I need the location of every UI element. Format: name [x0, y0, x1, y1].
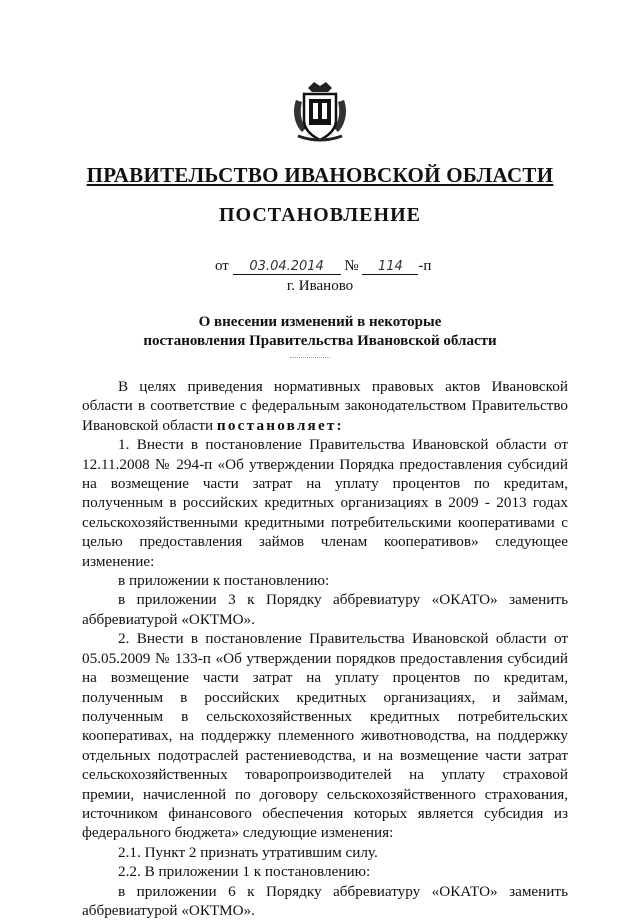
- decree-keyword: постановляет:: [216, 416, 344, 434]
- number-label: №: [344, 258, 359, 274]
- from-label: от: [215, 258, 229, 274]
- paragraph-2-2: 2.2. В приложении 1 к постановлению:: [118, 863, 371, 881]
- paragraph-2-1: 2.1. Пункт 2 признать утратившим силу.: [118, 843, 378, 861]
- paragraph-1-appendix: в приложении к постановлению:: [118, 572, 330, 590]
- paragraph-2: 2. Внести в постановление Правительства Ивановской области от 05.05.2009 № 133-п «Об утверждении порядков предоставления субсидий на возмещение части затрат на уплату процентов по кредитам, полученным в российских кредитных организациях, и займам, полученным в сельскохозяйственных кредитных потребительских кооперативах, на поддержку племенного животноводства, на поддержку отдельных подотраслей растениеводства, и на возмещение части затрат сельскохозяйственных товаропроизводителей на уплату страховой премии, начисленной по договору сельскохозяйственного страхования, источником финансового обеспечения которых является субсидия из федерального бюджета» следующие изменения:: [82, 630, 568, 842]
- preamble-paragraph: [82, 377, 568, 435]
- document-type-title: ПОСТАНОВЛЕНИЕ: [219, 204, 421, 226]
- coat-of-arms-icon: [288, 80, 352, 144]
- subject-line-2: постановления Правительства Ивановской области: [143, 333, 497, 349]
- paragraph-1-change: в приложении 3 к Порядку аббревиатуру «ОКАТО» заменить аббревиатурой «ОКТМО».: [82, 591, 568, 628]
- divider: [290, 357, 330, 359]
- document-date-number-line: [215, 258, 431, 275]
- paragraph-2-3: в приложении 6 к Порядку аббревиатуру «ОКАТО» заменить аббревиатурой «ОКТМО».: [82, 882, 568, 919]
- city-name: г. Иваново: [286, 278, 354, 294]
- document-date: 03.04.2014: [233, 259, 341, 275]
- document-number: 114: [362, 259, 418, 275]
- number-suffix: -п: [418, 258, 432, 274]
- document-body: [82, 377, 568, 920]
- subject-line-1: О внесении изменений в некоторые: [198, 314, 442, 330]
- paragraph-1: 1. Внести в постановление Правительства Ивановской области от 12.11.2008 № 294-п «Об утверждении Порядка предоставления субсидий на возмещение части затрат на уплату процентов по кредитам, полученным в российских кредитных организациях в 2009 - 2013 годах сельскохозяйственными кредитными потребительскими кооперативами с целью предоставления займов членам кооперативов» следующее изменение:: [82, 436, 568, 570]
- government-title: ПРАВИТЕЛЬСТВО ИВАНОВСКОЙ ОБЛАСТИ: [86, 163, 554, 187]
- preamble-text: В целях приведения нормативных правовых актов Ивановской области в соответствие с федеральным законодательством Правительство Ивановской области: [82, 378, 568, 434]
- document-subject: [0, 313, 640, 351]
